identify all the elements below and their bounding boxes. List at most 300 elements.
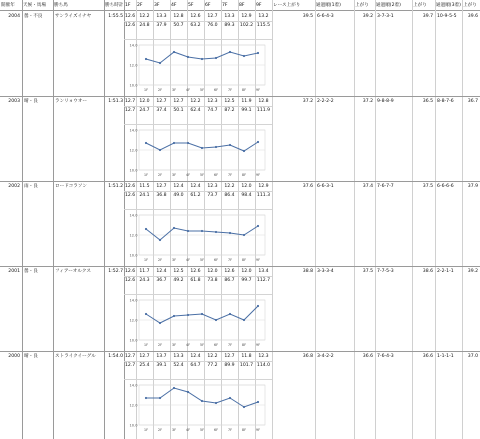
cumulative-cell: 50.1: [173, 108, 184, 113]
x-tick-label: 7F: [227, 258, 233, 262]
cumulative-cell: 49.0: [173, 193, 184, 198]
cumulative-cell: 24.3: [139, 278, 150, 283]
position-1-cell: 3-3-3-4: [317, 269, 334, 274]
split-cell: 12.7: [125, 354, 135, 359]
cumulative-cell: 62.4: [190, 108, 201, 113]
x-tick-label: 4F: [185, 173, 191, 177]
data-point: [201, 230, 203, 232]
cumulative-cell: 64.7: [190, 363, 201, 368]
split-line-chart: [125, 296, 271, 348]
chart-svg: [125, 296, 271, 348]
split-cell: 12.0: [139, 99, 150, 104]
data-point: [215, 57, 217, 59]
x-tick-label: 4F: [185, 258, 191, 262]
x-tick-label: 1F: [143, 343, 149, 347]
y-tick-label: 14.0: [129, 298, 138, 303]
position-3-cell: 8-8-7-6: [437, 99, 454, 104]
cumulative-cell: 52.4: [173, 363, 184, 368]
cumulative-cell: 24.7: [139, 108, 150, 113]
position-3-cell: 6-6-6-6: [437, 184, 454, 189]
race-last-cell: 37.2: [302, 99, 313, 104]
data-point: [187, 142, 189, 144]
position-2-cell: 3-7-3-1: [377, 14, 394, 19]
split-cell: 12.3: [258, 354, 269, 359]
cumulative-cell: 12.7: [125, 363, 135, 368]
data-point: [257, 401, 259, 403]
last-3-cell: 36.7: [467, 99, 478, 104]
data-point: [187, 391, 189, 393]
cumulative-cell: 86.7: [224, 278, 235, 283]
cumulative-cell: 99.1: [241, 108, 252, 113]
data-point: [257, 52, 259, 54]
y-tick-label: 14.0: [129, 383, 138, 388]
data-point: [187, 230, 189, 232]
data-point: [173, 142, 175, 144]
cumulative-cell: 61.2: [190, 193, 201, 198]
position-2-cell: 7-7-5-3: [377, 269, 394, 274]
x-tick-label: 2F: [157, 428, 163, 432]
last-3-cell: 39.6: [467, 14, 478, 19]
cumulative-cell: 36.8: [156, 193, 167, 198]
condition-cell: 晴・良: [24, 354, 38, 359]
split-cell: 12.6: [125, 184, 135, 189]
header-cell: レース上がり: [273, 3, 301, 8]
split-cell: 12.9: [241, 14, 252, 19]
last-2-cell: 37.5: [422, 184, 433, 189]
data-point: [229, 397, 231, 399]
data-point: [159, 322, 161, 324]
split-cell: 12.0: [241, 184, 252, 189]
position-3-cell: 2-2-1-1: [437, 269, 454, 274]
split-line-chart: [125, 211, 271, 263]
cumulative-cell: 73.7: [207, 193, 218, 198]
series-line: [146, 52, 258, 63]
split-cell: 12.6: [190, 14, 201, 19]
position-1-cell: 6-6-4-3: [317, 14, 334, 19]
winner-cell: ストライクイーグル: [55, 354, 96, 359]
header-cell: 天候・馬場: [23, 3, 46, 8]
condition-cell: 晴・良: [24, 99, 38, 104]
year-cell: 2002: [8, 184, 20, 189]
x-tick-label: 3F: [171, 428, 177, 432]
column-divider: [315, 0, 316, 439]
column-divider: [272, 0, 273, 439]
data-point: [229, 313, 231, 315]
column-divider: [354, 0, 355, 439]
split-cell: 12.4: [173, 184, 184, 189]
y-tick-label: 14.0: [129, 213, 138, 218]
split-cell: 13.2: [258, 14, 269, 19]
data-point: [145, 228, 147, 230]
time-cell: 1:51.2: [108, 184, 123, 189]
split-cell: 12.6: [125, 14, 135, 19]
year-cell: 2003: [8, 99, 20, 104]
data-point: [257, 305, 259, 307]
header-cell: 3F: [154, 3, 160, 8]
x-tick-label: 1F: [143, 428, 149, 432]
header-cell: 6F: [205, 3, 211, 8]
x-tick-label: 4F: [185, 428, 191, 432]
position-3-cell: 1-1-1-1: [437, 354, 454, 359]
header-cell: 9F: [256, 3, 262, 8]
data-point: [145, 58, 147, 60]
position-1-cell: 3-4-2-2: [317, 354, 334, 359]
x-tick-label: 5F: [199, 88, 205, 92]
header-cell: 4F: [171, 3, 177, 8]
split-cell: 12.7: [125, 99, 135, 104]
data-point: [201, 313, 203, 315]
cumulative-cell: 98.4: [241, 193, 252, 198]
condition-cell: 雨・良: [24, 184, 38, 189]
data-point: [229, 51, 231, 53]
cumulative-cell: 89.9: [224, 363, 235, 368]
data-point: [243, 406, 245, 408]
cumulative-cell: 89.3: [224, 23, 235, 28]
race-last-cell: 38.8: [302, 269, 313, 274]
x-tick-label: 6F: [213, 343, 219, 347]
cumulative-cell: 87.2: [224, 108, 235, 113]
x-tick-label: 7F: [227, 88, 233, 92]
x-tick-label: 2F: [157, 258, 163, 262]
x-tick-label: 6F: [213, 173, 219, 177]
x-tick-label: 1F: [143, 258, 149, 262]
series-line: [146, 226, 258, 240]
x-tick-label: 9F: [255, 343, 261, 347]
race-last-cell: 39.5: [302, 14, 313, 19]
x-tick-label: 7F: [227, 343, 233, 347]
y-tick-label: 12.0: [129, 148, 138, 153]
data-point: [201, 400, 203, 402]
x-tick-label: 9F: [255, 258, 261, 262]
x-tick-label: 6F: [213, 88, 219, 92]
split-cell: 12.7: [224, 354, 235, 359]
data-point: [243, 319, 245, 321]
cumulative-row-divider: [124, 209, 272, 210]
column-divider: [375, 0, 376, 439]
position-2-cell: 7-6-4-3: [377, 354, 394, 359]
y-tick-label: 12.0: [129, 318, 138, 323]
y-tick-label: 12.0: [129, 63, 138, 68]
split-cell: 12.2: [224, 184, 235, 189]
data-point: [173, 51, 175, 53]
data-point: [187, 56, 189, 58]
split-cell: 12.9: [258, 184, 269, 189]
x-tick-label: 3F: [171, 258, 177, 262]
data-point: [201, 147, 203, 149]
winner-cell: サンライズイナヤ: [55, 14, 92, 19]
data-point: [187, 314, 189, 316]
cumulative-row-divider: [124, 39, 272, 40]
cumulative-cell: 99.7: [241, 278, 252, 283]
header-cell: 通過順(3着): [436, 3, 461, 8]
split-cell: 12.2: [190, 99, 201, 104]
header-cell: 上がり: [413, 3, 427, 8]
cumulative-cell: 111.3: [256, 193, 271, 198]
column-divider: [435, 0, 436, 439]
split-cell: 12.7: [139, 354, 150, 359]
y-tick-label: 10.0: [129, 253, 138, 258]
cumulative-cell: 24.8: [139, 23, 150, 28]
header-cell: 8F: [239, 3, 245, 8]
chart-svg: [125, 41, 271, 93]
condition-cell: 曇・良: [24, 269, 38, 274]
x-tick-label: 7F: [227, 428, 233, 432]
cumulative-cell: 63.2: [190, 23, 201, 28]
x-tick-label: 6F: [213, 258, 219, 262]
x-tick-label: 3F: [171, 88, 177, 92]
cumulative-cell: 50.7: [173, 23, 184, 28]
x-tick-label: 4F: [185, 343, 191, 347]
header-cell: 開催年: [1, 3, 15, 8]
split-cell: 12.5: [224, 99, 235, 104]
split-cell: 13.3: [156, 14, 167, 19]
split-cell: 13.4: [258, 269, 269, 274]
y-tick-label: 10.0: [129, 83, 138, 88]
split-cell: 13.7: [156, 354, 167, 359]
split-cell: 11.5: [139, 184, 150, 189]
winner-cell: ランリョウオー: [55, 99, 88, 104]
x-tick-label: 5F: [199, 258, 205, 262]
cumulative-cell: 24.1: [139, 193, 150, 198]
split-cell: 12.4: [190, 184, 201, 189]
header-cell: 上がり: [355, 3, 369, 8]
column-divider: [104, 0, 105, 439]
x-tick-label: 2F: [157, 88, 163, 92]
x-tick-label: 6F: [213, 428, 219, 432]
split-cell: 12.7: [207, 14, 218, 19]
split-cell: 11.8: [241, 354, 252, 359]
column-divider: [22, 0, 23, 439]
condition-cell: 曇・不良: [24, 14, 43, 19]
chart-svg: [125, 211, 271, 263]
block-divider: [0, 96, 480, 97]
last-1-cell: 36.6: [362, 354, 373, 359]
split-cell: 12.4: [190, 354, 201, 359]
split-cell: 12.7: [156, 99, 167, 104]
cumulative-cell: 39.1: [156, 363, 167, 368]
y-tick-label: 12.0: [129, 403, 138, 408]
y-tick-label: 12.0: [129, 233, 138, 238]
x-tick-label: 9F: [255, 428, 261, 432]
cumulative-cell: 101.7: [239, 363, 254, 368]
time-cell: 1:51.3: [108, 99, 123, 104]
last-3-cell: 37.0: [467, 354, 478, 359]
data-point: [145, 142, 147, 144]
header-cell: 通過順(2着): [376, 3, 401, 8]
cumulative-cell: 12.6: [125, 193, 135, 198]
split-cell: 12.0: [241, 269, 252, 274]
cumulative-cell: 102.2: [239, 23, 254, 28]
race-last-cell: 36.8: [302, 354, 313, 359]
winner-cell: フィアーオルクス: [55, 269, 92, 274]
header-cell: 勝ち時計: [105, 3, 123, 8]
data-point: [229, 232, 231, 234]
last-2-cell: 39.7: [422, 14, 433, 19]
x-tick-label: 3F: [171, 173, 177, 177]
header-cell: 5F: [188, 3, 194, 8]
time-cell: 1:52.7: [108, 269, 123, 274]
cumulative-cell: 49.2: [173, 278, 184, 283]
split-row-divider: [124, 361, 272, 362]
cumulative-cell: 77.2: [207, 363, 218, 368]
header-cell: 1F: [125, 3, 131, 8]
cumulative-cell: 74.7: [207, 108, 218, 113]
year-cell: 2000: [8, 354, 20, 359]
cumulative-cell: 37.9: [156, 23, 167, 28]
header-cell: 上がり: [463, 3, 477, 8]
x-tick-label: 5F: [199, 343, 205, 347]
split-cell: 13.3: [224, 14, 235, 19]
x-tick-label: 4F: [185, 88, 191, 92]
cumulative-cell: 114.0: [256, 363, 271, 368]
x-tick-label: 8F: [241, 428, 247, 432]
x-tick-label: 7F: [227, 173, 233, 177]
x-tick-label: 8F: [241, 88, 247, 92]
chart-svg: [125, 126, 271, 178]
header-cell: 7F: [222, 3, 228, 8]
split-cell: 12.8: [258, 99, 269, 104]
last-1-cell: 37.2: [362, 99, 373, 104]
last-1-cell: 37.4: [362, 184, 373, 189]
cumulative-cell: 76.0: [207, 23, 218, 28]
time-cell: 1:55.5: [108, 14, 123, 19]
cumulative-cell: 12.6: [125, 23, 135, 28]
data-point: [201, 58, 203, 60]
data-point: [243, 150, 245, 152]
data-point: [215, 402, 217, 404]
data-point: [173, 227, 175, 229]
split-cell: 11.9: [241, 99, 252, 104]
data-point: [243, 234, 245, 236]
header-divider: [0, 10, 480, 11]
cumulative-cell: 12.6: [125, 278, 135, 283]
block-divider: [0, 266, 480, 267]
data-point: [159, 239, 161, 241]
year-cell: 2001: [8, 269, 20, 274]
x-tick-label: 1F: [143, 173, 149, 177]
time-cell: 1:54.0: [108, 354, 123, 359]
data-point: [173, 387, 175, 389]
x-tick-label: 5F: [199, 173, 205, 177]
data-point: [257, 141, 259, 143]
split-cell: 11.7: [139, 269, 150, 274]
split-line-chart: [125, 41, 271, 93]
cumulative-cell: 86.4: [224, 193, 235, 198]
split-row-divider: [124, 276, 272, 277]
x-tick-label: 5F: [199, 428, 205, 432]
data-point: [159, 62, 161, 64]
y-tick-label: 10.0: [129, 168, 138, 173]
x-tick-label: 8F: [241, 173, 247, 177]
data-point: [159, 149, 161, 151]
data-point: [145, 397, 147, 399]
cumulative-cell: 112.7: [256, 278, 271, 283]
column-divider: [412, 0, 413, 439]
x-tick-label: 9F: [255, 88, 261, 92]
data-point: [215, 319, 217, 321]
last-1-cell: 37.5: [362, 269, 373, 274]
last-2-cell: 36.5: [422, 99, 433, 104]
split-line-chart: [125, 381, 271, 433]
header-cell: 通過順(1着): [316, 3, 341, 8]
split-cell: 12.0: [207, 269, 218, 274]
race-last-cell: 37.6: [302, 184, 313, 189]
last-2-cell: 36.6: [422, 354, 433, 359]
y-tick-label: 14.0: [129, 43, 138, 48]
block-divider: [0, 351, 480, 352]
data-point: [145, 313, 147, 315]
split-cell: 12.6: [190, 269, 201, 274]
cumulative-row-divider: [124, 124, 272, 125]
split-cell: 12.2: [207, 354, 218, 359]
position-2-cell: 9-8-8-9: [377, 99, 394, 104]
data-point: [229, 144, 231, 146]
position-1-cell: 2-2-2-2: [317, 99, 334, 104]
split-cell: 12.4: [156, 269, 167, 274]
y-tick-label: 10.0: [129, 338, 138, 343]
column-divider: [462, 0, 463, 439]
cumulative-cell: 115.5: [256, 23, 271, 28]
split-line-chart: [125, 126, 271, 178]
last-1-cell: 39.2: [362, 14, 373, 19]
cumulative-cell: 61.8: [190, 278, 201, 283]
split-row-divider: [124, 191, 272, 192]
position-1-cell: 6-6-3-1: [317, 184, 334, 189]
split-cell: 12.7: [156, 184, 167, 189]
split-cell: 12.7: [173, 99, 184, 104]
data-point: [243, 55, 245, 57]
split-cell: 12.3: [207, 184, 218, 189]
cumulative-cell: 73.8: [207, 278, 218, 283]
data-point: [173, 315, 175, 317]
chart-svg: [125, 381, 271, 433]
series-line: [146, 142, 258, 151]
split-cell: 12.5: [173, 269, 184, 274]
last-2-cell: 38.6: [422, 269, 433, 274]
split-cell: 12.3: [207, 99, 218, 104]
y-tick-label: 14.0: [129, 128, 138, 133]
cumulative-row-divider: [124, 379, 272, 380]
split-cell: 12.6: [224, 269, 235, 274]
last-3-cell: 39.2: [467, 269, 478, 274]
block-divider: [0, 181, 480, 182]
split-cell: 12.8: [173, 14, 184, 19]
x-tick-label: 2F: [157, 173, 163, 177]
split-cell: 12.2: [139, 14, 150, 19]
x-tick-label: 3F: [171, 343, 177, 347]
cumulative-cell: 111.9: [256, 108, 271, 113]
series-line: [146, 388, 258, 407]
header-cell: 2F: [137, 3, 143, 8]
data-point: [257, 225, 259, 227]
cumulative-cell: 12.7: [125, 108, 135, 113]
data-point: [215, 146, 217, 148]
year-cell: 2004: [8, 14, 20, 19]
last-3-cell: 37.9: [467, 184, 478, 189]
cumulative-cell: 25.4: [139, 363, 150, 368]
column-divider: [53, 0, 54, 439]
winner-cell: ロードコラソン: [55, 184, 87, 189]
header-cell: 勝ち馬: [54, 3, 68, 8]
position-2-cell: 7-6-7-7: [377, 184, 394, 189]
split-cell: 12.6: [125, 269, 135, 274]
cumulative-cell: 37.4: [156, 108, 167, 113]
cumulative-row-divider: [124, 294, 272, 295]
split-row-divider: [124, 21, 272, 22]
split-cell: 13.3: [173, 354, 184, 359]
data-point: [159, 397, 161, 399]
x-tick-label: 2F: [157, 343, 163, 347]
